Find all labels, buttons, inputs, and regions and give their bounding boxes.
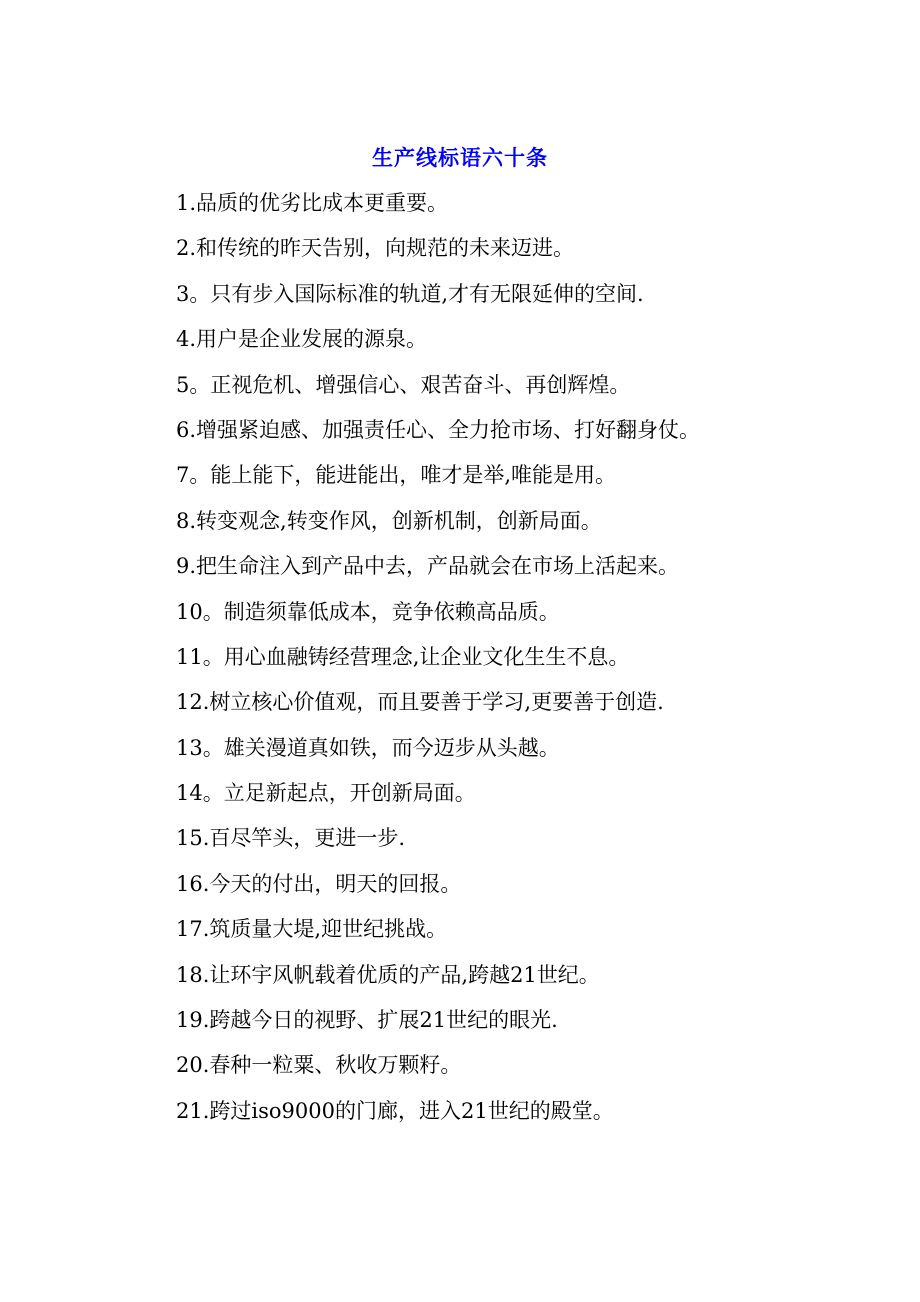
slogan-item: 7。能上能下，能进能出，唯才是举,唯能是用。 [176,463,617,488]
slogan-item: 6.增强紧迫感、加强责任心、全力抢市场、打好翻身仗。 [176,417,701,442]
slogan-item: 2.和传统的昨天告别，向规范的未来迈进。 [176,236,575,261]
slogan-item: 18.让环宇风帆载着优质的产品,跨越21世纪。 [176,962,600,987]
slogan-item: 8.转变观念,转变作风，创新机制，创新局面。 [176,508,602,533]
slogan-item: 12.树立核心价值观，而且要善于学习,更要善于创造. [176,690,664,715]
slogan-item: 20.春种一粒粟、秋收万颗籽。 [176,1053,462,1078]
slogan-item: 14。立足新起点，开创新局面。 [176,781,476,806]
slogan-item: 9.把生命注入到产品中去，产品就会在市场上活起来。 [176,554,680,579]
slogan-item: 3。只有步入国际标准的轨道,才有无限延伸的空间. [176,281,644,306]
slogan-item: 19.跨越今日的视野、扩展21世纪的眼光. [176,1008,558,1033]
slogan-item: 4.用户是企业发展的源泉。 [176,327,428,352]
slogan-item: 21.跨过iso9000的门廊，进入21世纪的殿堂。 [176,1098,614,1123]
slogan-item: 17.筑质量大堤,迎世纪挑战。 [176,917,448,942]
slogan-list [176,186,866,1139]
slogan-item: 10。制造须靠低成本，竞争依赖高品质。 [176,599,560,624]
document-title: 生产线标语六十条 [372,146,548,170]
slogan-item: 11。用心血融铸经营理念,让企业文化生生不息。 [176,644,630,669]
slogan-item: 13。雄关漫道真如铁，而今迈步从头越。 [176,735,560,760]
slogan-item: 15.百尽竿头，更进一步. [176,826,406,851]
slogan-item: 1.品质的优劣比成本更重要。 [176,191,449,215]
slogan-item: 5。正视危机、增强信心、艰苦奋斗、再创辉煌。 [176,372,631,397]
slogan-item: 16.今天的付出，明天的回报。 [176,871,462,896]
